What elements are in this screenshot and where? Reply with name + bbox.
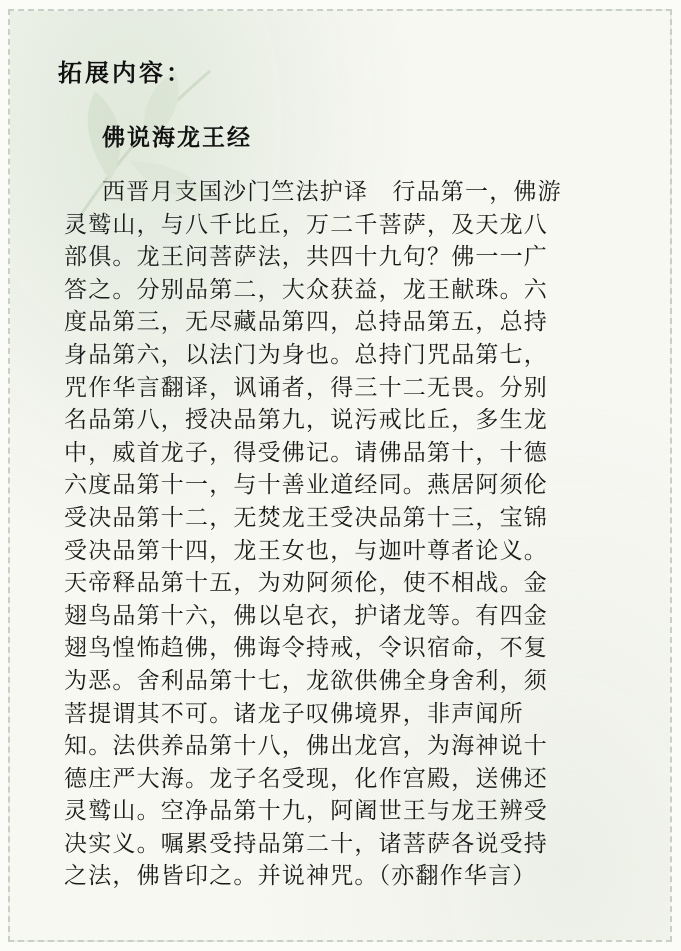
text-line: 西晋月支国沙门竺法护译 行品第一，佛游	[102, 179, 562, 205]
text-line: 名品第八，授决品第九，说污戒比丘，多生龙	[64, 407, 548, 434]
text-line: 德庄严大海。龙子名受现，化作宫殿，送佛还	[64, 765, 548, 792]
text-line: 菩提谓其不可。诸龙子叹佛境界，非声闻所	[64, 700, 524, 727]
sutra-title: 佛说海龙王经	[102, 124, 252, 151]
text-line: 天帝释品第十五，为劝阿须伦，使不相战。金	[64, 570, 548, 597]
text-line: 身品第六，以法门为身也。总持门咒品第七，	[64, 341, 548, 368]
text-line: 灵鹫山，与八千比丘，万二千菩萨，及天龙八	[64, 211, 548, 238]
text-line: 决实义。嘱累受持品第二十，诸菩萨各说受持	[64, 830, 548, 857]
text-line: 知。法供养品第十八，佛出龙宫，为海神说十	[64, 733, 548, 760]
text-line: 为恶。舍利品第十七，龙欲供佛全身舍利，须	[64, 667, 548, 694]
text-line: 度品第三，无尽藏品第四，总持品第五，总持	[64, 309, 548, 336]
text-line: 中，威首龙子，得受佛记。请佛品第十，十德	[64, 439, 548, 466]
section-heading: 拓展内容：	[58, 58, 193, 87]
text-line: 灵鹫山。空净品第十九，阿阇世王与龙王辨受	[64, 798, 548, 825]
text-line: 答之。分别品第二，大众获益，龙王献珠。六	[64, 276, 548, 303]
text-line: 受决品第十二，无焚龙王受决品第十三，宝锦	[64, 504, 548, 531]
text-line: 翅鸟品第十六，佛以皂衣，护诸龙等。有四金	[64, 602, 548, 629]
sutra-summary-text	[64, 176, 644, 893]
text-line: 咒作华言翻译，讽诵者，得三十二无畏。分别	[64, 374, 548, 401]
text-line: 翅鸟惶怖趋佛，佛诲令持戒，令识宿命，不复	[64, 635, 548, 662]
text-line: 受决品第十四，龙王女也，与迦叶尊者论义。	[64, 537, 548, 564]
text-line: 之法，佛皆印之。并说神咒。（亦翻作华言）	[64, 863, 537, 890]
text-line: 部俱。龙王问菩萨法，共四十九句？佛一一广	[64, 244, 548, 271]
page-frame	[8, 9, 672, 942]
text-line: 六度品第十一，与十善业道经同。燕居阿须伦	[64, 472, 548, 499]
